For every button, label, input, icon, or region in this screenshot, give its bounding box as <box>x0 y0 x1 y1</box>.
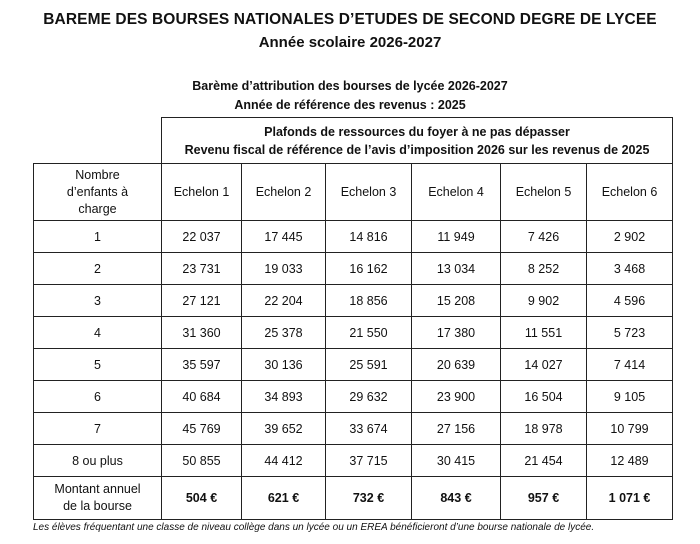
column-header: Echelon 4 <box>412 164 501 221</box>
column-header: Echelon 2 <box>242 164 326 221</box>
montant-cell: 621 € <box>242 477 326 520</box>
table-row <box>34 349 673 381</box>
table-cell: 5 723 <box>587 317 673 349</box>
table-row <box>34 221 673 253</box>
row-label: 7 <box>34 413 162 445</box>
table-cell: 35 597 <box>162 349 242 381</box>
table-cell: 7 426 <box>501 221 587 253</box>
table-cell: 11 949 <box>412 221 501 253</box>
table-cell: 25 378 <box>242 317 326 349</box>
row-label: 1 <box>34 221 162 253</box>
table-cell: 3 468 <box>587 253 673 285</box>
table-cell: 19 033 <box>242 253 326 285</box>
table-cell: 16 162 <box>326 253 412 285</box>
table-cell: 22 037 <box>162 221 242 253</box>
montant-cell: 732 € <box>326 477 412 520</box>
table-cell: 37 715 <box>326 445 412 477</box>
table-cell: 14 027 <box>501 349 587 381</box>
montant-cell: 504 € <box>162 477 242 520</box>
table-cell: 11 551 <box>501 317 587 349</box>
table-cell: 8 252 <box>501 253 587 285</box>
row-label: 5 <box>34 349 162 381</box>
table-row <box>34 413 673 445</box>
table-cell: 23 900 <box>412 381 501 413</box>
montant-cell: 957 € <box>501 477 587 520</box>
table-cell: 23 731 <box>162 253 242 285</box>
row-header-label: Nombre d’enfants à charge <box>34 164 162 221</box>
table-row <box>34 285 673 317</box>
table-cell: 29 632 <box>326 381 412 413</box>
column-header-row <box>34 164 673 221</box>
row-label: 4 <box>34 317 162 349</box>
montant-cell: 1 071 € <box>587 477 673 520</box>
table-cell: 21 454 <box>501 445 587 477</box>
row-label: 6 <box>34 381 162 413</box>
table-cell: 18 856 <box>326 285 412 317</box>
table-row <box>34 445 673 477</box>
table-row <box>34 317 673 349</box>
table-row <box>34 253 673 285</box>
table-cell: 50 855 <box>162 445 242 477</box>
table-cell: 18 978 <box>501 413 587 445</box>
school-year: Année scolaire 2026-2027 <box>258 34 442 51</box>
table-cell: 21 550 <box>326 317 412 349</box>
empty-corner <box>34 118 162 164</box>
document-title: BAREME DES BOURSES NATIONALES D’ETUDES DE SECOND DEGRE DE LYCEE <box>43 11 657 28</box>
table-cell: 12 489 <box>587 445 673 477</box>
montant-label: Montant annuel de la bourse <box>34 477 162 520</box>
table-cell: 22 204 <box>242 285 326 317</box>
table-cell: 17 445 <box>242 221 326 253</box>
table-cell: 27 121 <box>162 285 242 317</box>
group-header-line1: Plafonds de ressources du foyer à ne pas dépasser <box>264 124 570 139</box>
column-header: Echelon 6 <box>587 164 673 221</box>
table-cell: 20 639 <box>412 349 501 381</box>
table-cell: 16 504 <box>501 381 587 413</box>
table-cell: 44 412 <box>242 445 326 477</box>
table-cell: 14 816 <box>326 221 412 253</box>
table-cell: 31 360 <box>162 317 242 349</box>
table-cell: 17 380 <box>412 317 501 349</box>
montant-cell: 843 € <box>412 477 501 520</box>
group-header <box>162 118 673 164</box>
group-header-line2: Revenu fiscal de référence de l’avis d’imposition 2026 sur les revenus de 2025 <box>184 142 650 157</box>
row-label: 3 <box>34 285 162 317</box>
column-header: Echelon 5 <box>501 164 587 221</box>
table-cell: 2 902 <box>587 221 673 253</box>
table-cell: 9 902 <box>501 285 587 317</box>
table-cell: 45 769 <box>162 413 242 445</box>
table-cell: 4 596 <box>587 285 673 317</box>
table-cell: 33 674 <box>326 413 412 445</box>
table-cell: 9 105 <box>587 381 673 413</box>
table-title: Barème d’attribution des bourses de lycée 2026-2027 <box>192 79 508 93</box>
table-cell: 30 136 <box>242 349 326 381</box>
table-cell: 34 893 <box>242 381 326 413</box>
table-cell: 15 208 <box>412 285 501 317</box>
row-label: 8 ou plus <box>34 445 162 477</box>
table-cell: 30 415 <box>412 445 501 477</box>
table-cell: 39 652 <box>242 413 326 445</box>
row-label: 2 <box>34 253 162 285</box>
reference-year: Année de référence des revenus : 2025 <box>234 98 466 112</box>
bareme-table <box>33 117 673 520</box>
footnote: Les élèves fréquentant une classe de niveau collège dans un lycée ou un EREA bénéficieront d’une bourse nationale de lycée. <box>33 522 595 533</box>
table-cell: 7 414 <box>587 349 673 381</box>
table-cell: 10 799 <box>587 413 673 445</box>
table-cell: 25 591 <box>326 349 412 381</box>
table-cell: 40 684 <box>162 381 242 413</box>
table-cell: 13 034 <box>412 253 501 285</box>
table-cell: 27 156 <box>412 413 501 445</box>
column-header: Echelon 3 <box>326 164 412 221</box>
column-header: Echelon 1 <box>162 164 242 221</box>
table-row <box>34 381 673 413</box>
montant-row <box>34 477 673 520</box>
